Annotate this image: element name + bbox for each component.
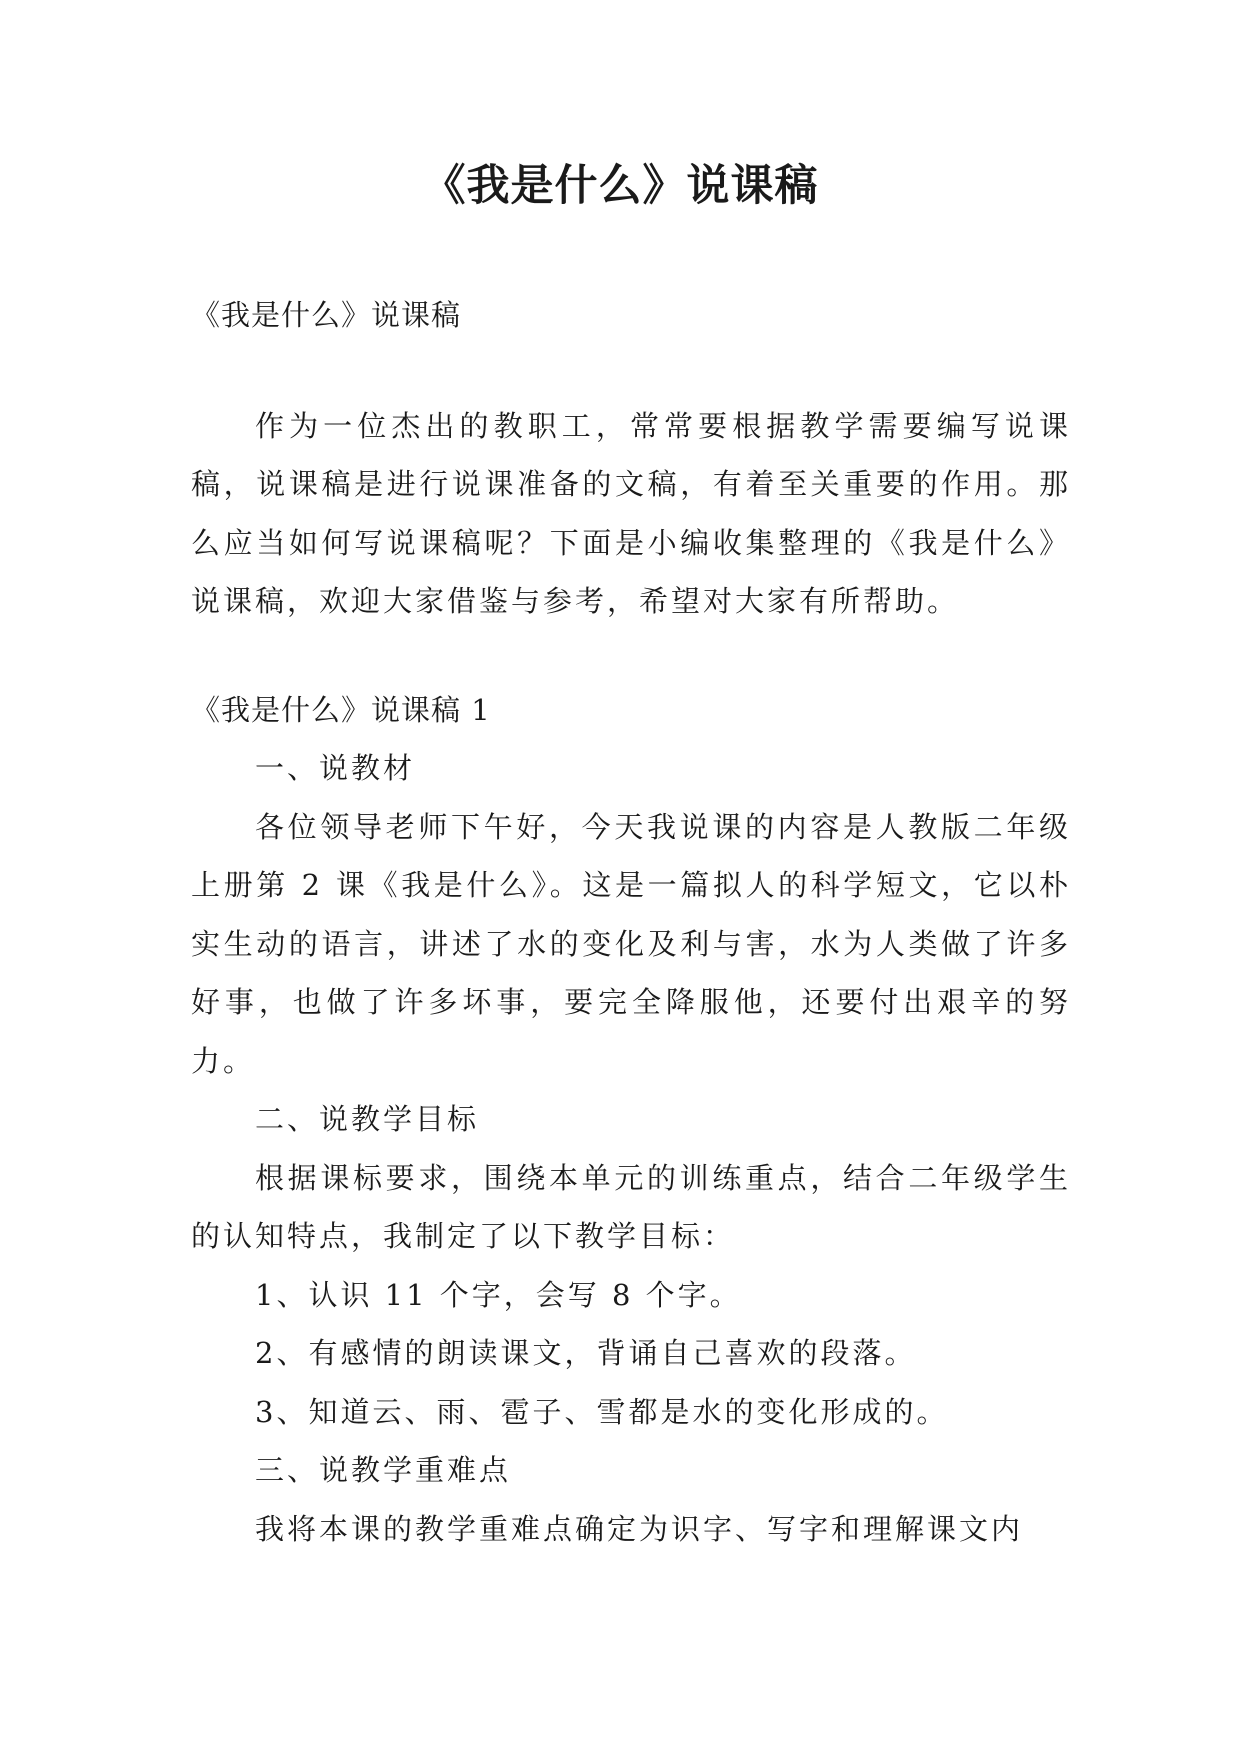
heading-key-points: 三、说教学重难点 [255,1453,512,1487]
spacer [191,345,1071,397]
paragraph-teaching-material: 各位领导老师下午好，今天我说课的内容是人教版二年级上册第 2 课《我是什么》。这是一篇拟人的科学短文，它以朴实生动的语言，讲述了水的变化及利与害，水为人类做了许多好事，也做了许多坏事，要完全降服他，还要付出艰辛的努力。 [191,809,1071,1078]
document-title: 《我是什么》说课稿 [422,161,819,211]
goal-item-1: 1、认识 11 个字，会写 8 个字。 [255,1277,742,1312]
section-title: 《我是什么》说课稿 1 [191,692,491,727]
heading-teaching-goals: 二、说教学目标 [255,1102,480,1136]
spacer [191,631,1071,681]
heading-teaching-material: 一、说教材 [255,751,416,785]
document-body [191,286,1071,1558]
paragraph-key-points: 我将本课的教学重难点确定为识字、写字和理解课文内 [255,1511,1024,1546]
goal-item-2: 2、有感情的朗读课文，背诵自己喜欢的段落。 [255,1336,917,1370]
goal-item-3: 3、知道云、雨、雹子、雪都是水的变化形成的。 [255,1394,949,1429]
paragraph-teaching-goals: 根据课标要求，围绕本单元的训练重点，结合二年级学生的认知特点，我制定了以下教学目标： [191,1160,1071,1253]
intro-paragraph: 作为一位杰出的教职工，常常要根据教学需要编写说课稿，说课稿是进行说课准备的文稿，有着至关重要的作用。那么应当如何写说课稿呢？下面是小编收集整理的《我是什么》说课稿，欢迎大家借鉴与参考，希望对大家有所帮助。 [191,408,1071,618]
document-subtitle: 《我是什么》说课稿 [191,298,462,332]
